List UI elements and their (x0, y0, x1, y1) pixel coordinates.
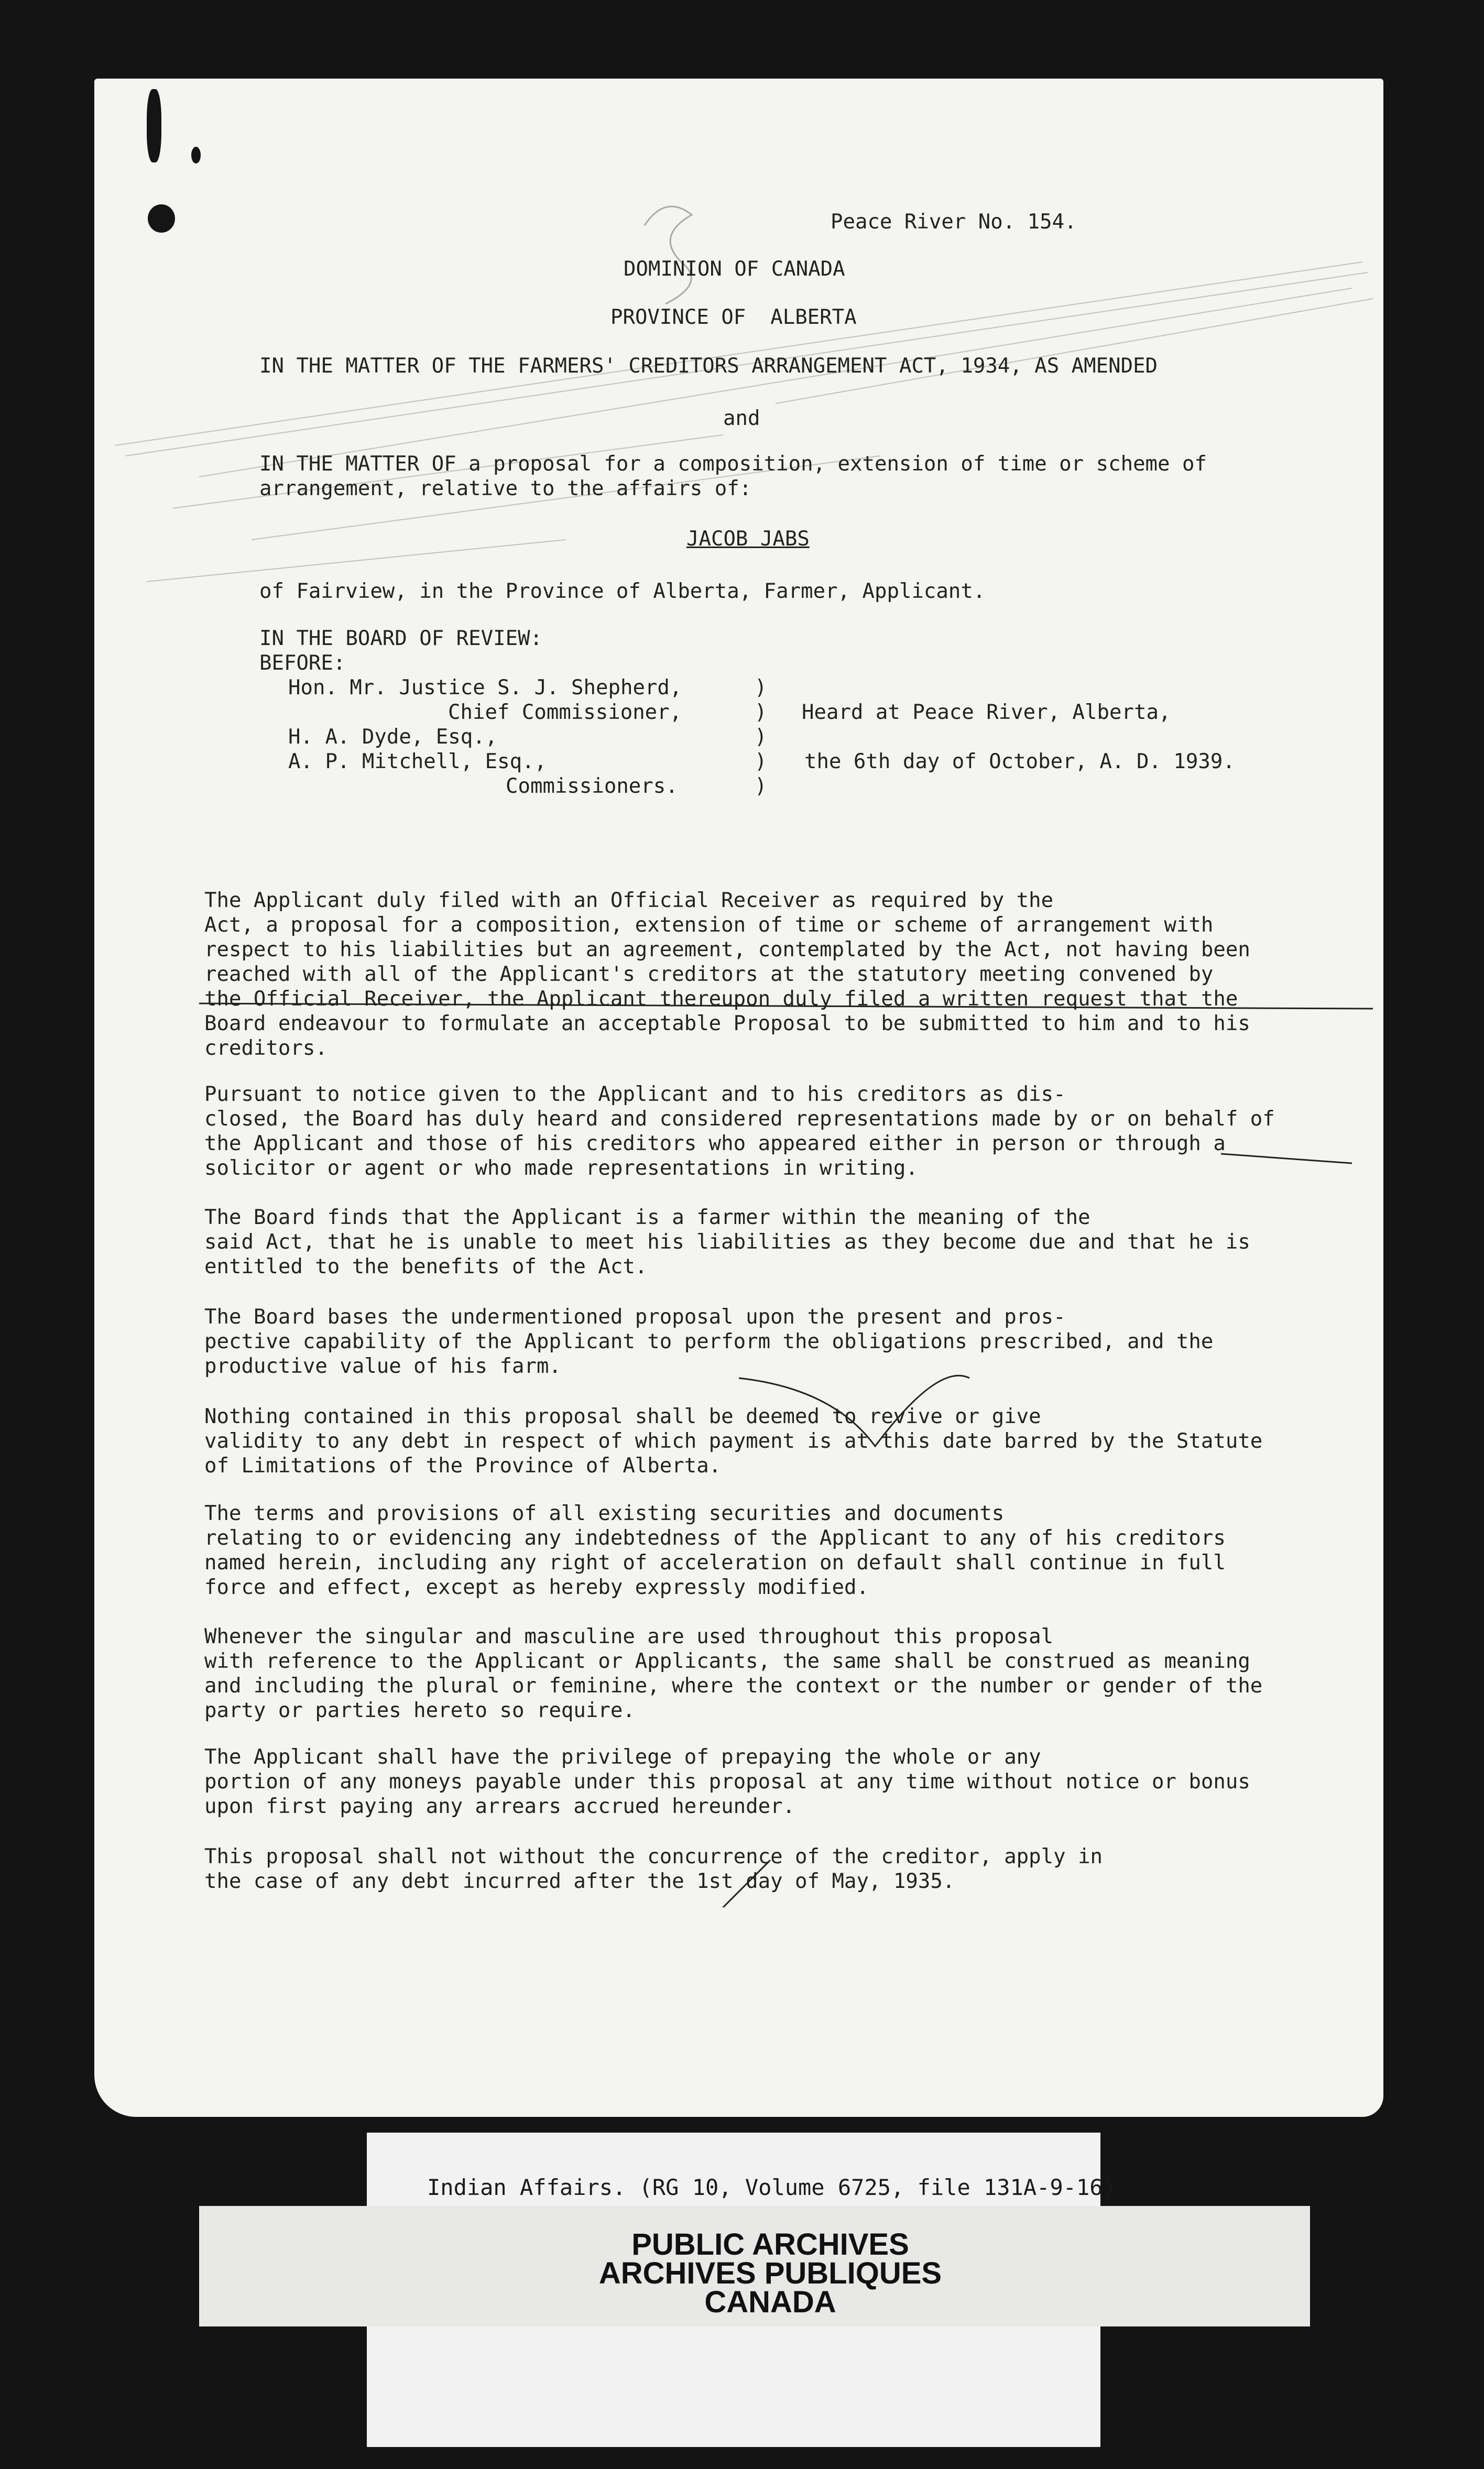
matter-proposal-line2: arrangement, relative to the affairs of: (259, 477, 752, 500)
archives-line3: CANADA (704, 2285, 836, 2319)
paragraph-securities: The terms and provisions of all existing securities and documents relating to or evidencing any indebtedness of the Applicant to any of his creditors named herein, including any right of acceleration on default shall continue in full force and effect, except as hereby expressly modified. (204, 1502, 1226, 1599)
title-dominion: DOMINION OF CANADA (624, 257, 845, 281)
commissioners-title: Commissioners. (506, 774, 678, 798)
bracket: ) ) ) ) ) (755, 676, 767, 798)
file-reference: Peace River No. 154. (831, 210, 1077, 234)
applicant-name: JACOB JABS (686, 527, 810, 551)
before-label: BEFORE: (259, 651, 346, 675)
member-shepherd: Hon. Mr. Justice S. J. Shepherd, (288, 676, 682, 700)
heard-location: Heard at Peace River, Alberta, (802, 701, 1171, 724)
paragraph-singular: Whenever the singular and masculine are used throughout this proposal with reference to the Applicant or Applicants, the same shall be construed as meaning and including the plural or feminine, where the context or the number or gender of the party or parties hereto so require. (204, 1625, 1263, 1722)
paragraph-finding: The Board finds that the Applicant is a farmer within the meaning of the said Act, that he is unable to meet his liabilities as they become due and that he is entitled to the benefits of the Act. (204, 1206, 1250, 1279)
hearing-date: the 6th day of October, A. D. 1939. (804, 750, 1235, 773)
paragraph-limitations: Nothing contained in this proposal shall be deemed to revive or give validity to any debt in respect of which payment is at this date barred by the Statute of Limitations of the Province of Alberta. (204, 1405, 1263, 1478)
member-dyde: H. A. Dyde, Esq., (288, 725, 498, 749)
applicant-description: of Fairview, in the Province of Alberta, Farmer, Applicant. (259, 580, 986, 603)
member-shepherd-title: Chief Commissioner, (448, 701, 682, 724)
matter-proposal-line1: IN THE MATTER OF a proposal for a composition, extension of time or scheme of (259, 452, 1207, 476)
matter-act: IN THE MATTER OF THE FARMERS' CREDITORS ARRANGEMENT ACT, 1934, AS AMENDED (259, 354, 1158, 378)
paragraph-prepaying: The Applicant shall have the privilege of prepaying the whole or any portion of any moneys payable under this proposal at any time without notice or bonus upon first paying any arrears accrued hereunder. (204, 1745, 1250, 1818)
title-province: PROVINCE OF ALBERTA (610, 305, 857, 329)
paragraph-notice: Pursuant to notice given to the Applicant and to his creditors as dis- closed, the Board has duly heard and considered representations made by or on behalf of the Applicant and those of his creditors who appeared either in person or through a solicitor or agent or who made representations in writing. (204, 1083, 1275, 1180)
archives-line1: PUBLIC ARCHIVES (631, 2227, 909, 2262)
document-page (94, 79, 1383, 2117)
pen-marks (94, 79, 1383, 2117)
paragraph-debt-date: This proposal shall not without the concurrence of the creditor, apply in the case of any debt incurred after the 1st day of May, 1935. (204, 1845, 1103, 1893)
and-text: and (723, 407, 760, 430)
archive-reference: Indian Affairs. (RG 10, Volume 6725, file 131A-9-16) (427, 2175, 1116, 2200)
archives-line2: ARCHIVES PUBLIQUES (598, 2256, 942, 2290)
paragraph-filing: The Applicant duly filed with an Official Receiver as required by the Act, a proposal for a composition, extension of time or scheme of arrangement with respect to his liabilities but an agreement, contemplated by the Act, not having been reached with all of the Applicant's creditors at the statutory meeting convened by the Official Receiver, the Applicant thereupon duly filed a written request that the Board endeavour to formulate an acceptable Proposal to be submitted to him and to his creditors. (204, 889, 1250, 1060)
paragraph-basis: The Board bases the undermentioned proposal upon the present and pros- pective capability of the Applicant to perform the obligations prescribed, and the productive value of his farm. (204, 1305, 1214, 1378)
board-heading: IN THE BOARD OF REVIEW: (259, 627, 543, 650)
member-mitchell: A. P. Mitchell, Esq., (288, 750, 547, 773)
